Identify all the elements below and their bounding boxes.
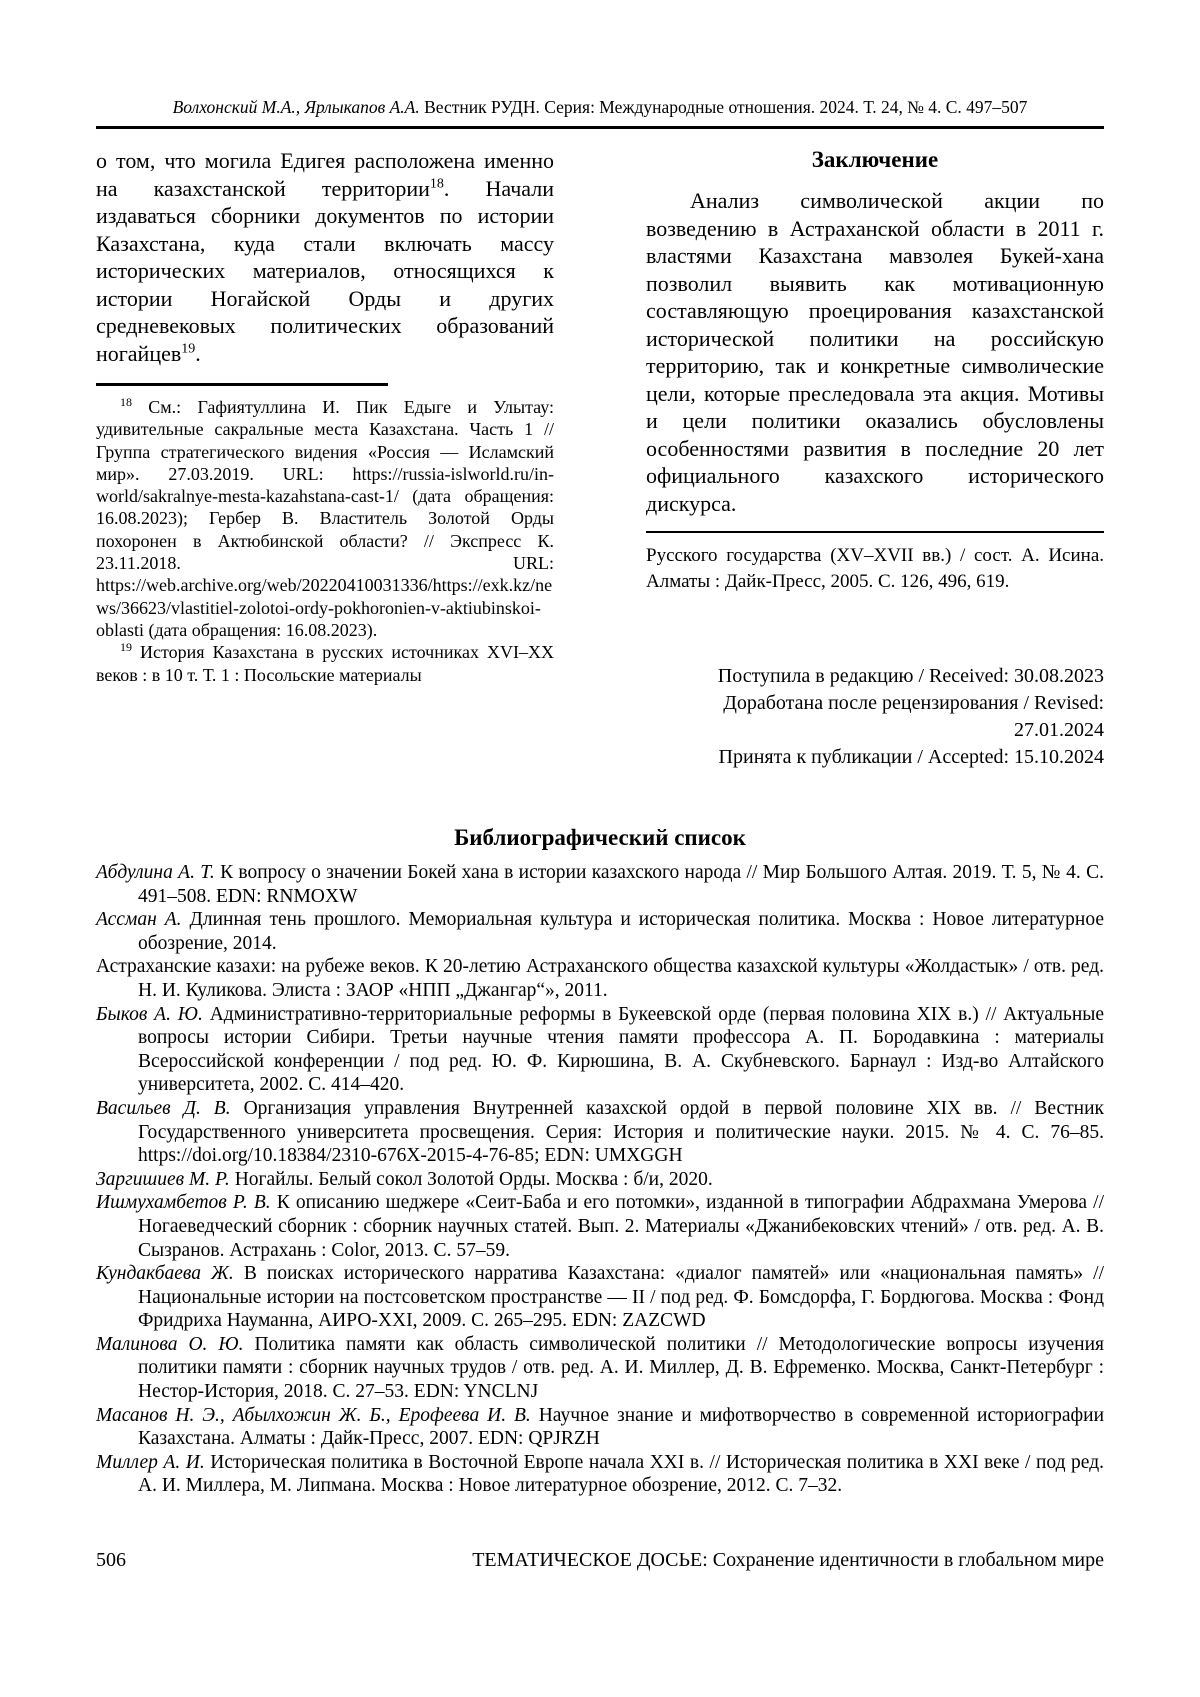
accepted-date: Принята к публикации / Accepted: 15.10.2024 <box>718 746 1104 768</box>
header-rule <box>96 126 1104 129</box>
bibliography-entry <box>96 861 1104 908</box>
bibliography-entry-text: Организация управления Внутренней казахской ордой в первой половине XIX вв. // Вестник Государственного университета просвещения. Серия: История и политические науки. 2015. № 4. С. 76–85. https://doi.org/10.18384/2310-676X-2015-4-76-85; EDN: UMXGGH <box>138 1097 1104 1167</box>
conclusion-heading: Заключение <box>811 147 939 172</box>
bibliography-entry-author: Абдулина А. Т. <box>96 862 215 883</box>
bibliography-entry <box>96 1333 1104 1404</box>
footnote-19-continuation: Русского государства (XV–XVII вв.) / сост. А. Исина. Алматы : Дайк-Пресс, 2005. С. 126, 496, 619. <box>646 545 1104 592</box>
submission-dates <box>646 663 1104 771</box>
bibliography-entry-text: Политика памяти как область символической политики // Методологические вопросы изучения политики памяти : сборник научных трудов / отв. ред. А. И. Миллер, Д. В. Ефременко. Москва, Санкт-Петербург : Нестор-История, 2018. С. 27–53. EDN: YNCLNJ <box>138 1333 1105 1403</box>
bibliography-entry <box>96 1168 1104 1192</box>
bibliography-entry-text: Длинная тень прошлого. Мемориальная культура и историческая политика. Москва : Новое литературное обозрение, 2014. <box>138 909 1104 954</box>
footnote-18-marker: 18 <box>120 395 132 409</box>
bibliography-entry-author: Ишмухамбетов Р. В. <box>96 1192 271 1214</box>
paragraph-text: о том, что могила Едигея расположена именно на казахстанской территории <box>96 148 554 201</box>
bibliography-entry-author: Миллер А. И. <box>96 1451 205 1473</box>
bibliography-entry-text: Ногайлы. Белый сокол Золотой Орды. Москва : б/и, 2020. <box>229 1168 713 1190</box>
bibliography-entry <box>96 955 1104 1002</box>
footnote-ref-19: 19 <box>181 341 196 357</box>
footnote-19-marker: 19 <box>120 640 132 655</box>
paragraph-text: . <box>195 340 201 366</box>
bibliography-entry-author: Кундакбаева Ж. <box>96 1263 234 1285</box>
bibliography-entry <box>96 1191 1104 1262</box>
received-date: Поступила в редакцию / Received: 30.08.2023 <box>717 665 1104 687</box>
footnote-19-text: История Казахстана в русских источниках XVI–XX веков : в 10 т. Т. 1 : Посольские материалы <box>96 642 554 685</box>
left-column <box>96 147 554 771</box>
bibliography-entry <box>96 908 1104 955</box>
running-head <box>96 96 1104 118</box>
footnote-ref-18: 18 <box>429 176 444 192</box>
bibliography-entry-author: Малинова О. Ю. <box>96 1333 244 1355</box>
revised-date: Доработана после рецензирования / Revised: 27.01.2024 <box>723 692 1104 741</box>
bibliography-entry-text: В поисках исторического нарратива Казахстана: «диалог памятей» или «национальная память» // Национальные истории на постсоветском пространстве — II / под ред. Ф. Бомсдорфа, Г. Бордюгова. Москва : Фонд Фридриха Науманна, АИРО-XXI, 2009. С. 265–295. EDN: ZAZCWD <box>138 1263 1104 1332</box>
footnote-19 <box>96 641 554 686</box>
conclusion-paragraph: Анализ символической акции по возведению в Астраханской области в 2011 г. властями Казахстана мавзолея Букей-хана позволил выявить как мотивационную составляющую проецирования казахстанской исторической политики на российскую территорию, так и конкретные символические цели, которые преследовала эта акция. Мотивы и цели политики оказались обусловлены особенностями развития в последние 20 лет официального казахского исторического дискурса. <box>646 188 1104 516</box>
bibliography-entry <box>96 1003 1104 1097</box>
bibliography-entry <box>96 1404 1104 1451</box>
body-paragraph-continuation <box>96 147 554 367</box>
bibliography-entry <box>96 1451 1104 1498</box>
page-footer <box>96 1548 1104 1572</box>
bibliography-heading: Библиографический список <box>454 825 746 850</box>
bibliography-entry-author: Масанов Н. Э., Абылхожин Ж. Б., Ерофеева И. В. <box>96 1404 531 1426</box>
running-head-source: Вестник РУДН. Серия: Международные отношения. 2024. Т. 24, № 4. С. 497–507 <box>419 97 1028 117</box>
bibliography-entry-author: Заргишиев М. Р. <box>96 1168 230 1190</box>
page-number: 506 <box>96 1549 126 1571</box>
bibliography-entry-text: Административно-территориальные реформы в Букеевской орде (первая половина XIX в.) // Актуальные вопросы истории Сибири. Третьи научные чтения памяти профессора А. П. Бородавкина : материалы Всероссийской конференции / под ред. Ю. Ф. Кирюшина, В. А. Скубневского. Барнаул : Изд-во Алтайского университета, 2002. С. 414–420. <box>138 1003 1105 1096</box>
two-column-body <box>96 147 1104 771</box>
right-column <box>646 147 1104 771</box>
bibliography-entry-author: Быков А. Ю. <box>96 1003 203 1025</box>
bibliography-entry-author: Васильев Д. В. <box>96 1097 231 1119</box>
footnote-18-text: См.: Гафиятуллина И. Пик Едыге и Улытау: удивительные сакральные места Казахстана. Часть 1 // Группа стратегического видения «Россия — Исламский мир». 27.03.2019. URL: https://russia-islworld.ru/in-world/sakralnye-mesta-kazahstana-cast-1/ (дата обращения: 16.08.2023); Гербер В. Властитель Золотой Орды похоронен в Актюбинской области? // Экспресс К. 23.11.2018. URL: https://web.archive.org/web/20220410031336/https://exk.kz/news/36623/vlastitiel-zolotoi-ordy-pokhoronien-v-aktiubinskoi-oblasti (дата обращения: 16.08.2023). <box>96 397 554 640</box>
footnote-18 <box>96 396 554 641</box>
bibliography-entry <box>96 1097 1104 1168</box>
footnote-continuation-rule <box>646 531 1104 533</box>
bibliography-entry-author: Ассман А. <box>96 909 182 931</box>
bibliography-entry-text: Астраханские казахи: на рубеже веков. К 20-летию Астраханского общества казахской культуры «Жолдастык» / отв. ред. Н. И. Куликова. Элиста : ЗАОР «НПП „Джангар“», 2011. <box>96 956 1104 1001</box>
paragraph-text: . Начали издаваться сборники документов по истории Казахстана, куда стали включать массу исторических материалов, относящихся к истории Ногайской Орды и других средневековых политических образований ногайцев <box>96 175 554 366</box>
bibliography-list <box>96 861 1104 1498</box>
footnote-separator-rule <box>96 383 388 386</box>
footer-running-title: ТЕМАТИЧЕСКОЕ ДОСЬЕ: Сохранение идентичности в глобальном мире <box>472 1549 1104 1571</box>
bibliography-entry <box>96 1262 1104 1333</box>
running-head-authors: Волхонский М.А., Ярлыкапов А.А. <box>172 97 420 117</box>
bibliography-entry-text: К описанию шеджере «Сеит-Баба и его потомки», изданной в типографии Абдрахмана Умерова // Ногаеведческий сборник : сборник научных статей. Вып. 2. Материалы «Джанибековских чтений» / отв. ред. А. В. Сызранов. Астрахань : Color, 2013. С. 57–59. <box>138 1192 1104 1261</box>
bibliography-entry-text: К вопросу о значении Бокей хана в истории казахского народа // Мир Большого Алтая. 2019. Т. 5, № 4. С. 491–508. EDN: RNMOXW <box>138 862 1104 907</box>
bibliography-section <box>96 825 1104 1498</box>
bibliography-entry-text: Научное знание и мифотворчество в современной историографии Казахстана. Алматы : Дайк-Пресс, 2007. EDN: QPJRZH <box>138 1404 1105 1450</box>
bibliography-entry-text: Историческая политика в Восточной Европе начала XXI в. // Историческая политика в XXI веке / под ред. А. И. Миллера, М. Липмана. Москва : Новое литературное обозрение, 2012. С. 7–32. <box>138 1451 1104 1497</box>
